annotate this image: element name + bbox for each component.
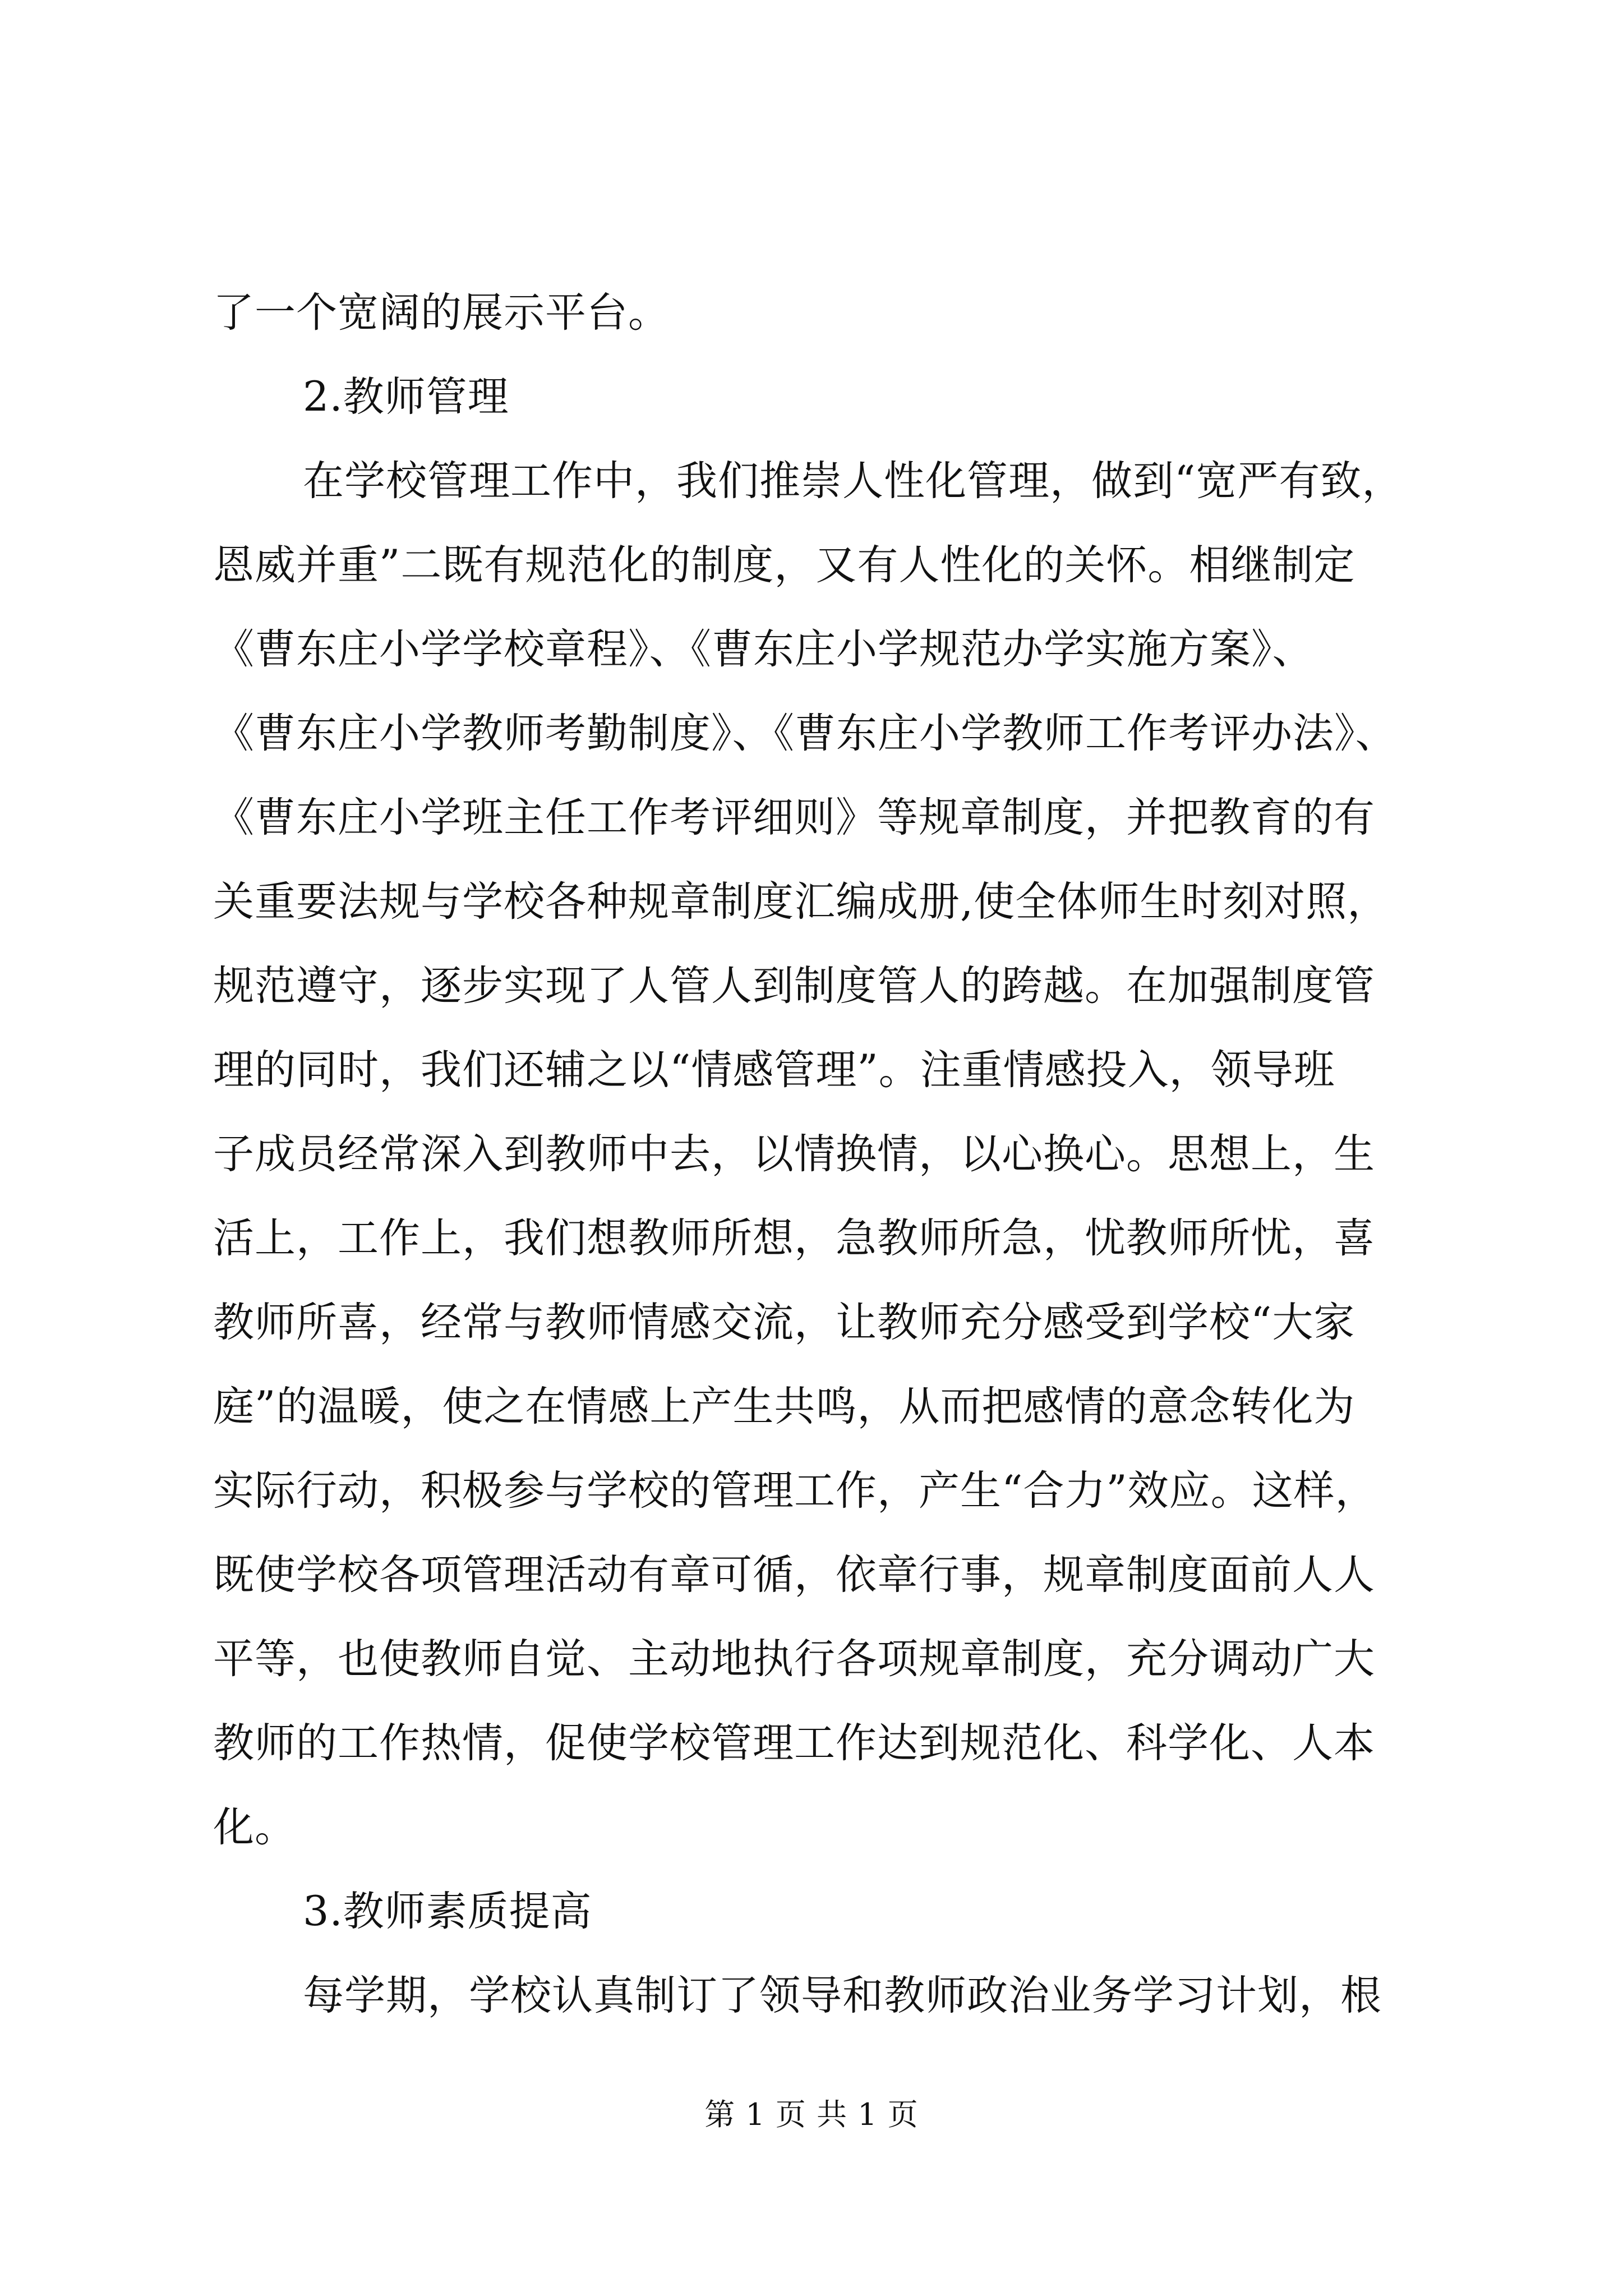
text-line: 《曹东庄小学学校章程》、《曹东庄小学规范办学实施方案》、 bbox=[213, 625, 1314, 673]
text-line: 活上，工作上，我们想教师所想，急教师所急，忧教师所忧，喜 bbox=[213, 1214, 1375, 1262]
text-line: 了一个宽阔的展示平台。 bbox=[213, 289, 670, 337]
text-line: 教师的工作热情，促使学校管理工作达到规范化、科学化、人本 bbox=[213, 1719, 1375, 1767]
text-line: 每学期，学校认真制订了领导和教师政治业务学习计划，根 bbox=[303, 1972, 1382, 2019]
text-line: 实际行动，积极参与学校的管理工作，产生“合力”效应。这样， bbox=[213, 1467, 1377, 1515]
page-footer: 第 1 页 共 1 页 bbox=[704, 2097, 919, 2132]
section-heading-teacher-quality: 3.教师素质提高 bbox=[303, 1888, 592, 1935]
text-line: 庭”的温暖，使之在情感上产生共鸣，从而把感情的意念转化为 bbox=[213, 1383, 1355, 1430]
text-line: 《曹东庄小学教师考勤制度》、《曹东庄小学教师工作考评办法》、 bbox=[213, 710, 1397, 757]
text-line: 教师所喜，经常与教师情感交流，让教师充分感受到学校“大家 bbox=[213, 1299, 1355, 1346]
text-line: 子成员经常深入到教师中去，以情换情，以心换心。思想上，生 bbox=[213, 1130, 1375, 1178]
text-line: 化。 bbox=[213, 1803, 296, 1851]
text-line: 关重要法规与学校各种规章制度汇编成册,使全体师生时刻对照， bbox=[213, 878, 1389, 926]
text-line: 平等，也使教师自觉、主动地执行各项规章制度，充分调动广大 bbox=[213, 1635, 1375, 1683]
text-line: 在学校管理工作中，我们推崇人性化管理，做到“宽严有致， bbox=[303, 457, 1404, 505]
section-heading-teacher-management: 2.教师管理 bbox=[303, 373, 509, 421]
text-line: 理的同时，我们还辅之以“情感管理”。注重情感投入，领导班 bbox=[213, 1046, 1335, 1094]
text-line: 恩威并重”二既有规范化的制度，又有人性化的关怀。相继制定 bbox=[213, 541, 1355, 589]
text-line: 《曹东庄小学班主任工作考评细则》等规章制度，并把教育的有 bbox=[213, 794, 1375, 841]
text-line: 既使学校各项管理活动有章可循，依章行事，规章制度面前人人 bbox=[213, 1551, 1375, 1599]
text-line: 规范遵守，逐步实现了人管人到制度管人的跨越。在加强制度管 bbox=[213, 962, 1375, 1010]
